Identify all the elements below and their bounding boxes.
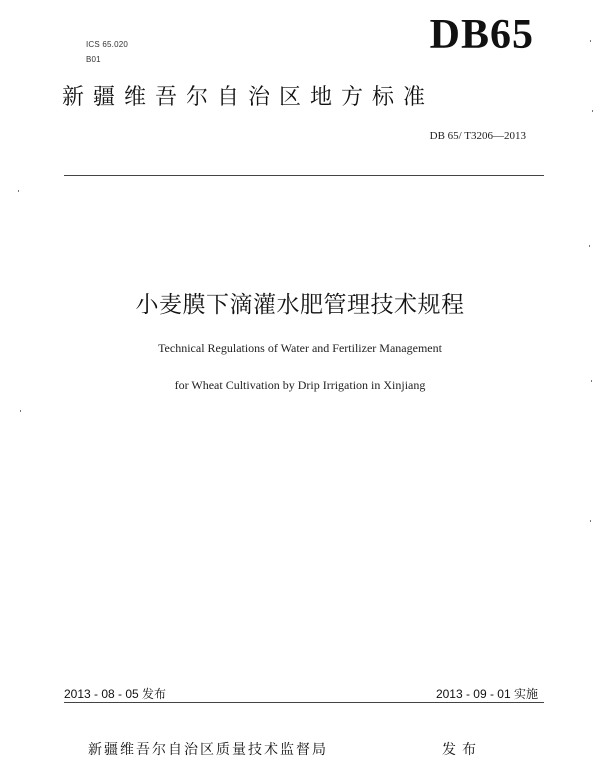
issuing-authority-heading: 新疆维吾尔自治区地方标准 xyxy=(62,85,435,110)
standard-number: DB 65/ T3206—2013 xyxy=(429,130,526,142)
scan-speck xyxy=(18,190,19,192)
ccs-code: B01 xyxy=(86,55,101,64)
standard-logo: DB65 xyxy=(429,12,534,58)
scan-speck xyxy=(590,40,591,42)
scan-speck xyxy=(589,245,590,247)
chinese-title: 小麦膜下滴灌水肥管理技术规程 xyxy=(135,292,465,318)
scan-speck xyxy=(590,520,591,522)
implementation-date: 2013 - 09 - 01 实施 xyxy=(435,687,538,701)
scan-speck xyxy=(592,110,593,112)
issue-date: 2013 - 08 - 05 发布 xyxy=(64,687,167,701)
english-title-line-2: for Wheat Cultivation by Drip Irrigation in Xinjiang xyxy=(174,378,426,392)
top-divider xyxy=(64,175,544,176)
scan-speck xyxy=(591,380,592,382)
ics-code: ICS 65.020 xyxy=(86,40,129,49)
issue-action: 发布 xyxy=(442,742,482,758)
issuing-bureau: 新疆维吾尔自治区质量技术监督局 xyxy=(88,742,328,758)
scan-speck xyxy=(20,410,21,412)
english-title-line-1: Technical Regulations of Water and Fertilizer Management xyxy=(158,341,442,355)
bottom-divider xyxy=(64,702,544,703)
